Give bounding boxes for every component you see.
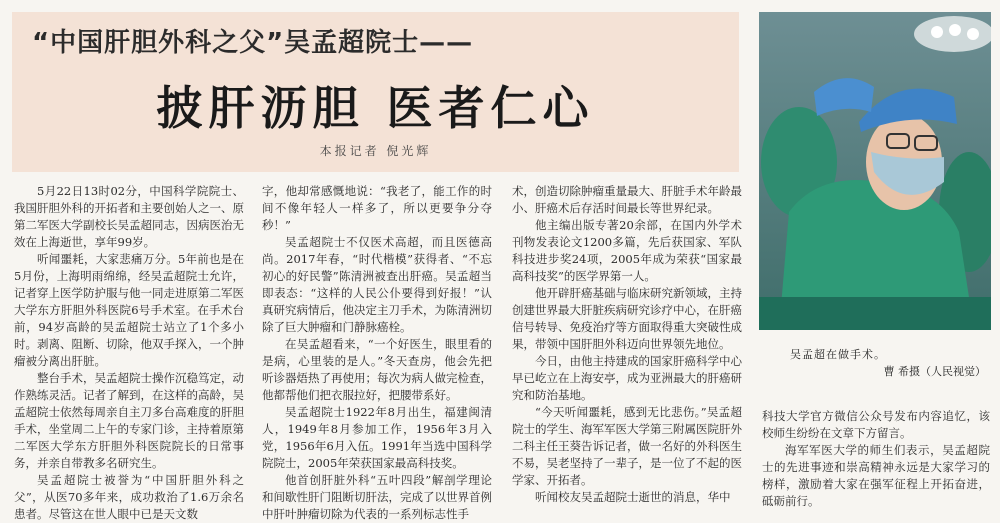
paragraph: 他主编出版专著20余部，在国内外学术刊物发表论文1200多篇，先后获国家、军队科技进步奖24项，2005年成为荣获“国家最高科技奖”的医学界第一人。 — [512, 218, 742, 283]
photo-credit: 曹 希摄（人民视觉） — [883, 365, 986, 378]
kicker: “中国肝胆外科之父”吴孟超院士—— — [32, 28, 474, 58]
paragraph: 听闻校友吴孟超院士逝世的消息，华中 — [535, 490, 731, 504]
surgery-photo — [759, 12, 991, 330]
paragraph: 吴孟超院士被誉为“中国肝胆外科之父”，从医70多年来，成功救治了1.6万余名患者。尽管这在世人眼中已是天文数 — [14, 473, 244, 521]
paragraph: 吴孟超院士不仅医术高超，而且医德高尚。2017年春，“时代楷模”获得者、“不忘初心的好民警”陈清洲被查出肝癌。吴孟超当即表态：“这样的人民公仆要得到好报！”认真研究病情后，他决定主刀手术，为陈清洲切除了巨大肿瘤和门静脉癌栓。 — [262, 235, 492, 334]
paragraph: 今日，由他主持建成的国家肝癌科学中心早已屹立在上海安亭，成为亚洲最大的肝癌研究和防治基地。 — [512, 354, 742, 402]
surgery-illustration — [759, 12, 991, 330]
paragraph: 术，创造切除肿瘤重量最大、肝脏手术年龄最小、肝癌术后存活时间最长等世界纪录。 — [512, 184, 742, 215]
paragraph: 海军军医大学的师生们表示，吴孟超院士的先进事迹和崇高精神永远是大家学习的榜样，激励着大家在强军征程上开拓奋进，砥砺前行。 — [762, 443, 990, 508]
paragraph: “今天听闻噩耗，感到无比悲伤。”吴孟超院士的学生、海军军医大学第三附属医院肝外二科主任王葵告诉记者，做一名好的外科医生不易，吴老坚持了一辈子，是一位了不起的医学家、开拓者。 — [512, 405, 742, 487]
article-column-3 — [512, 183, 742, 506]
page-title: 披肝沥胆 医者仁心 — [156, 81, 595, 135]
paragraph: 整台手术，吴孟超院士操作沉稳笃定，动作熟练灵活。记者了解到，在这样的高龄，吴孟超院士依然每周亲自主刀多台高难度的肝胆手术，坐堂周二上午的专家门诊，主持着原第二军医大学东方肝胆外科医院院长的日常事务，并亲自带教多名研究生。 — [14, 371, 244, 470]
paragraph: 5月22日13时02分，中国科学院院士、我国肝胆外科的开拓者和主要创始人之一、原第二军医大学副校长吴孟超同志，因病医治无效在上海逝世，享年99岁。 — [14, 184, 244, 249]
article-column-1 — [14, 183, 244, 523]
paragraph: 他开辟肝癌基础与临床研究新领域，主持创建世界最大肝脏疾病研究诊疗中心，在肝癌信号转导、免疫治疗等方面取得重大突破性成果，带领中国肝胆外科迈向世界领先地位。 — [512, 286, 742, 351]
paragraph: 吴孟超院士1922年8月出生，福建闽清人，1949年8月参加工作，1956年3月入党，1956年6月入伍。1991年当选中国科学院院士，2005年荣获国家最高科技奖。 — [262, 405, 492, 470]
paragraph: 他首创肝脏外科“五叶四段”解剖学理论和间歇性肝门阻断切肝法，完成了以世界首例中肝叶肿瘤切除为代表的一系列标志性手 — [262, 473, 492, 521]
article-column-2 — [262, 183, 492, 523]
byline: 本报记者 倪光辉 — [319, 144, 432, 158]
paragraph: 科技大学官方微信公众号发布内容追忆，该校师生纷纷在文章下方留言。 — [762, 409, 990, 440]
headline-box — [12, 12, 739, 172]
article-column-4 — [762, 408, 990, 510]
paragraph: 字，他却常感慨地说：“我老了，能工作的时间不像年轻人一样多了，所以更要争分夺秒！” — [262, 184, 492, 232]
paragraph: 听闻噩耗，大家悲痛万分。5年前也是在5月份，上海明雨绵绵，经吴孟超院士允许，记者穿上医学防护服与他一同走进原第二军医大学东方肝胆外科医院6号手术室。在手术台前，94岁高龄的吴孟超院士站立了1个多小时。剥离、阻断、切除，他双手探入，一个肿瘤被分离出肝脏。 — [14, 252, 244, 368]
photo-caption: 吴孟超在做手术。 — [790, 348, 886, 361]
paragraph: 在吴孟超看来，“一个好医生，眼里看的是病，心里装的是人。”冬天查房，他会先把听诊器焐热了再使用；每次为病人做完检查，他都帮他们把衣服拉好，把腰带系好。 — [262, 337, 492, 402]
